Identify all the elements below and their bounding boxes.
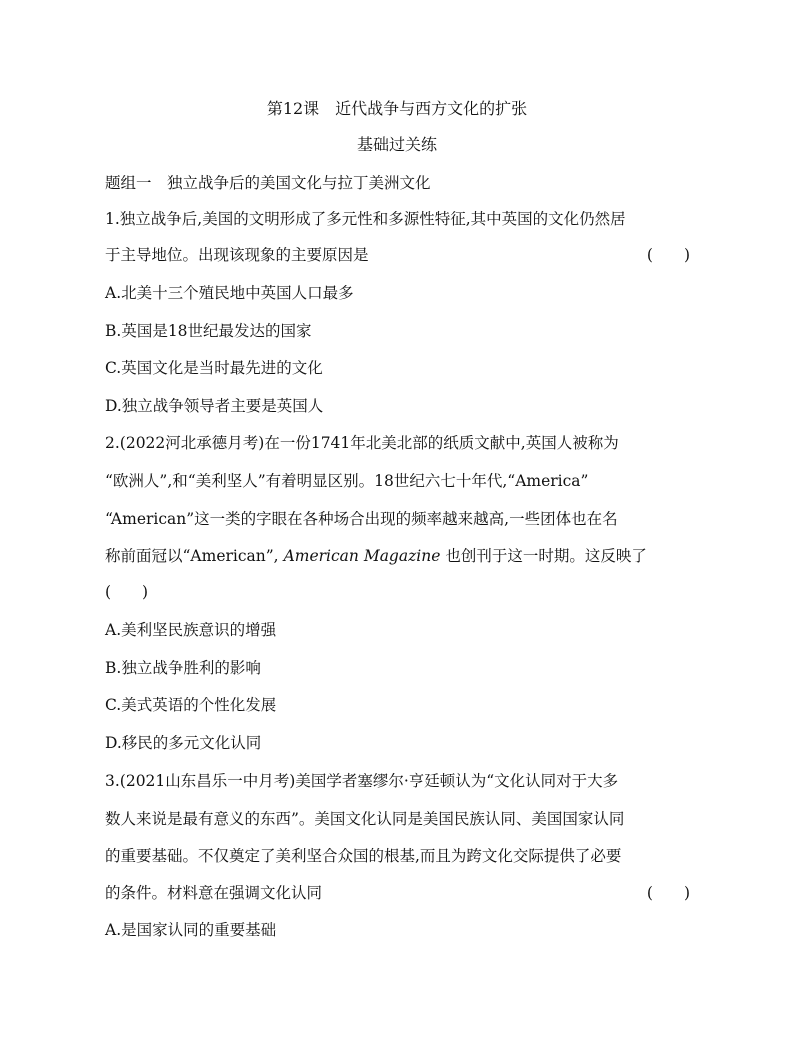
lesson-title: 第12课 近代战争与西方文化的扩张 [266,99,528,118]
q2-stem-text-a: 称前面冠以“American”, [105,547,279,565]
q2-option-a: A.美利坚民族意识的增强 [105,621,277,639]
q2-magazine-title: American Magazine [283,547,441,565]
q1-option-d: D.独立战争领导者主要是英国人 [105,397,324,415]
q3-stem-line-3: 的重要基础。不仅奠定了美利坚合众国的根基,而且为跨文化交际提供了必要 [105,847,622,865]
q1-option-b: B.英国是18世纪最发达的国家 [105,322,312,340]
q3-stem-line-1: 3.(2021山东昌乐一中月考)美国学者塞缪尔·亨廷顿认为“文化认同对于大多 [105,772,619,790]
q3-option-a: A.是国家认同的重要基础 [105,921,277,939]
q1-option-a: A.北美十三个殖民地中英国人口最多 [105,284,354,302]
q1-answer-blank: ( ) [646,246,690,264]
q3-stem-text: 的条件。材料意在强调文化认同 [105,884,323,902]
q2-stem-line-3: “American”这一类的字眼在各种场合出现的频率越来越高,一些团体也在名 [105,510,618,528]
q1-stem-text: 于主导地位。出现该现象的主要原因是 [105,246,369,264]
q1-option-c: C.英国文化是当时最先进的文化 [105,359,323,377]
q1-stem-line-1: 1.独立战争后,美国的文明形成了多元性和多源性特征,其中英国的文化仍然居 [105,210,626,228]
q2-option-b: B.独立战争胜利的影响 [105,659,261,677]
group-title: 题组一 独立战争后的美国文化与拉丁美洲文化 [105,174,431,192]
q2-answer-blank: ( ) [105,583,149,601]
section-title: 基础过关练 [356,135,437,154]
q2-stem-line-2: “欧洲人”,和“美利坚人”有着明显区别。18世纪六七十年代,“America” [105,472,589,490]
q2-stem-line-4 [105,545,690,567]
q3-stem-line-2: 数人来说是最有意义的东西”。美国文化认同是美国民族认同、美国国家认同 [105,810,625,828]
q2-stem-line-1: 2.(2022河北承德月考)在一份1741年北美北部的纸质文献中,英国人被称为 [105,434,619,452]
q3-answer-blank: ( ) [646,884,690,902]
q2-option-c: C.美式英语的个性化发展 [105,696,277,714]
q2-option-d: D.移民的多元文化认同 [105,734,262,752]
q1-stem-line-2 [105,244,690,266]
q2-stem-text-b: 也创刊于这一时期。这反映了 [445,547,647,565]
q3-stem-line-4 [105,882,690,904]
